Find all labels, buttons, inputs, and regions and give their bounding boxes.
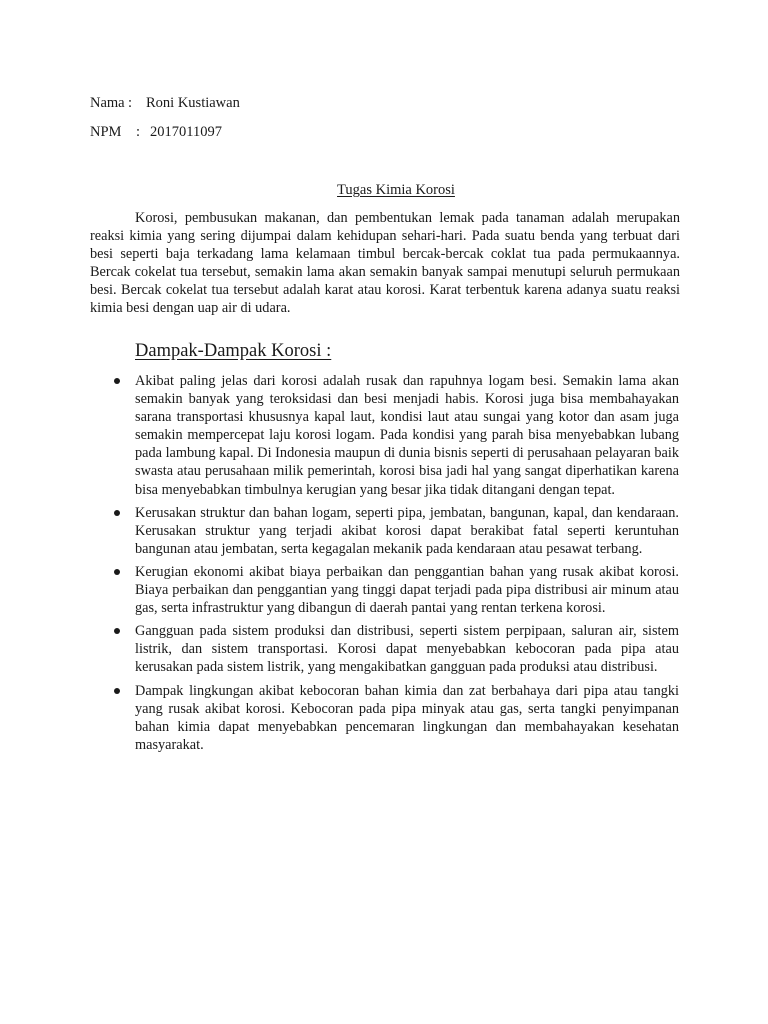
bullet-icon	[114, 569, 120, 575]
impact-list	[135, 372, 679, 759]
list-item-text: Dampak lingkungan akibat kebocoran bahan kimia dan zat berbahaya dari pipa atau tangki yang rusak akibat korosi. Kebocoran pada pipa minyak atau gas, serta tangki penyimpanan bahan kimia dapat menyebabkan pencemaran lingkungan dan membahayakan kesehatan masyarakat.	[135, 682, 679, 753]
section-heading: Dampak-Dampak Korosi :	[135, 341, 332, 361]
npm-separator: :	[136, 124, 141, 140]
npm-value: 2017011097	[150, 124, 222, 140]
list-item-text: Kerugian ekonomi akibat biaya perbaikan dan penggantian bahan yang rusak akibat korosi. Biaya perbaikan dan penggantian yang tinggi dapat terjadi pada pipa distribusi air minum atau gas, serta infrastruktur yang dibangun di daerah pantai yang rentan terkena korosi.	[135, 563, 679, 617]
list-item	[135, 372, 679, 499]
document-title-container	[0, 181, 768, 199]
list-item	[135, 622, 679, 676]
bullet-icon	[114, 628, 120, 634]
list-item	[135, 504, 679, 558]
intro-paragraph: Korosi, pembusukan makanan, dan pembentukan lemak pada tanaman adalah merupakan reaksi kimia yang sering dijumpai dalam kehidupan sehari-hari. Pada suatu benda yang terbuat dari besi seperti baja terkadang lama kelamaan timbul bercak-bercak coklat tua pada permukaannya. Bercak cokelat tua tersebut, semakin lama akan semakin banyak sampai menutupi seluruh permukaan besi. Bercak cokelat tua tersebut adalah karat atau korosi. Karat terbentuk karena adanya suatu reaksi kimia besi dengan uap air di udara.	[90, 210, 680, 317]
bullet-icon	[114, 378, 120, 384]
bullet-icon	[114, 510, 120, 516]
npm-label: NPM	[90, 124, 122, 140]
name-separator: :	[128, 95, 133, 111]
name-label: Nama	[90, 95, 125, 111]
name-value: Roni Kustiawan	[146, 95, 240, 111]
list-item	[135, 682, 679, 754]
student-name-row	[90, 94, 240, 112]
document-title: Tugas Kimia Korosi	[337, 182, 455, 198]
bullet-icon	[114, 688, 120, 694]
list-item-text: Kerusakan struktur dan bahan logam, seperti pipa, jembatan, bangunan, kapal, dan kendaraan. Kerusakan struktur yang terjadi akibat korosi dapat berakibat fatal seperti keruntuhan bangunan atau jembatan, serta kegagalan mekanik pada kendaraan atau pesawat terbang.	[135, 504, 679, 557]
list-item-text: Akibat paling jelas dari korosi adalah rusak dan rapuhnya logam besi. Semakin lama akan semakin banyak yang teroksidasi dan besi menjadi habis. Korosi juga bisa membahayakan sarana transportasi khususnya kapal laut, kondisi laut atau sungai yang kotor dan asam juga semakin mempercepat laju korosi logam. Pada kondisi yang parah bisa menyebabkan lubang pada lambung kapal. Di Indonesia maupun di dunia bisnis seperti di perusahaan pelayaran baik swasta atau perusahaan milik pemerintah, korosi bisa jadi hal yang sangat diperhatikan karena bisa menyebabkan timbulnya kerugian yang besar jika tidak ditangani dengan tepat.	[135, 373, 679, 498]
list-item	[135, 563, 679, 617]
student-npm-row	[90, 123, 222, 141]
list-item-text: Gangguan pada sistem produksi dan distribusi, seperti sistem perpipaan, saluran air, sistem listrik, dan sistem transportasi. Korosi dapat menyebabkan kebocoran pada pipa atau kerusakan pada sistem listrik, yang mengakibatkan gangguan pada produksi atau distribusi.	[135, 623, 679, 676]
